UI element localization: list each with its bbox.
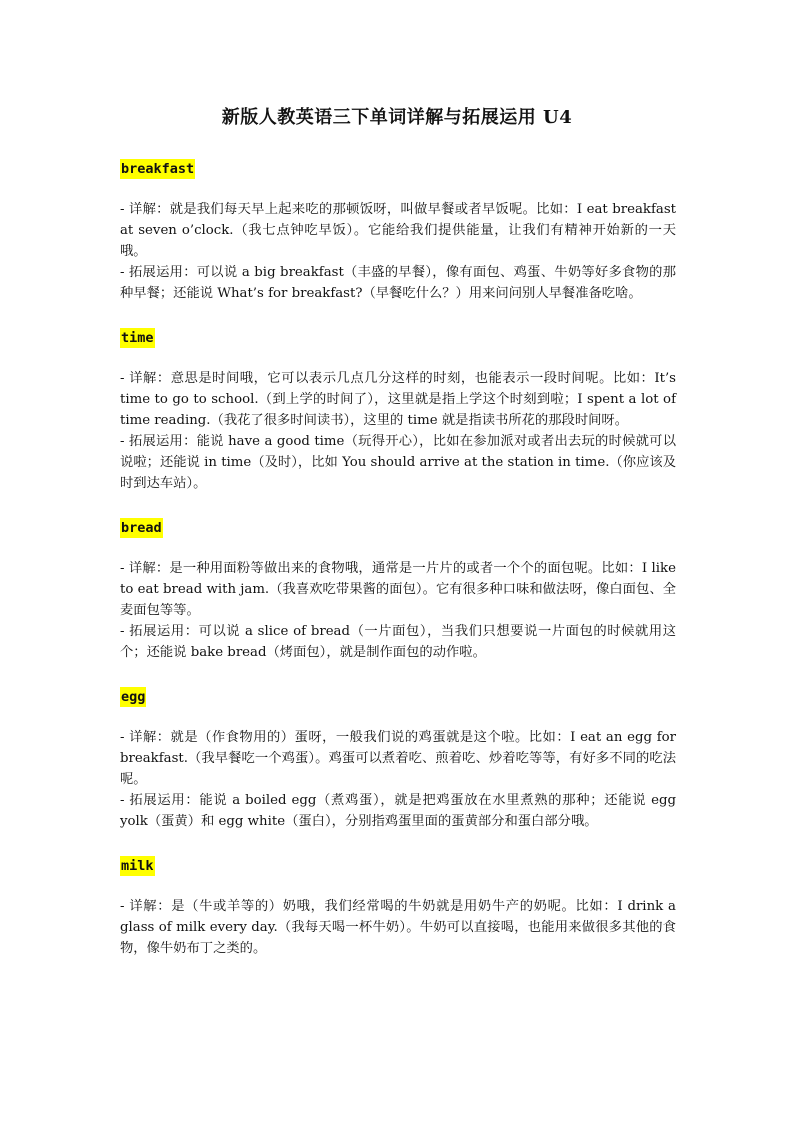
detail-paragraph: - 详解：就是我们每天早上起来吃的那顿饭呀，叫做早餐或者早饭呢。比如：I eat breakfast at seven o’clock.（我七点钟吃早饭）。它能给我们提供能量，让我们有精神开始新的一天哦。 (120, 202, 676, 259)
entry-egg (120, 686, 676, 832)
entry-bread (120, 517, 676, 663)
document-body (120, 158, 676, 982)
vocab-word: breakfast (121, 161, 195, 177)
detail-paragraph: - 详解：就是（作食物用的）蛋呀，一般我们说的鸡蛋就是这个啦。比如：I eat an egg for breakfast.（我早餐吃一个鸡蛋）。鸡蛋可以煮着吃、煎着吃、炒着吃等等，有好多不同的吃法呢。 (120, 730, 676, 787)
extension-paragraph: - 拓展运用：可以说 a slice of bread（一片面包），当我们只想要说一片面包的时候就用这个；还能说 bake bread（烤面包），就是制作面包的动作啦。 (120, 624, 676, 660)
entry-breakfast (120, 158, 676, 304)
vocab-word: milk (121, 858, 154, 874)
detail-paragraph: - 详解：是（牛或羊等的）奶哦，我们经常喝的牛奶就是用奶牛产的奶呢。比如：I drink a glass of milk every day.（我每天喝一杯牛奶）。牛奶可以直接喝，也能用来做很多其他的食物，像牛奶布丁之类的。 (120, 899, 676, 956)
vocab-word: time (121, 330, 154, 346)
extension-paragraph: - 拓展运用：可以说 a big breakfast（丰盛的早餐），像有面包、鸡蛋、牛奶等好多食物的那种早餐；还能说 What’s for breakfast?（早餐吃什么？）用来问问别人早餐准备吃啥。 (120, 265, 676, 301)
entry-milk (120, 855, 676, 959)
vocab-word: bread (121, 520, 162, 536)
extension-paragraph: - 拓展运用：能说 a boiled egg（煮鸡蛋），就是把鸡蛋放在水里煮熟的那种；还能说 egg yolk（蛋黄）和 egg white（蛋白），分别指鸡蛋里面的蛋黄部分和蛋白部分哦。 (120, 793, 676, 829)
detail-paragraph: - 详解：是一种用面粉等做出来的食物哦，通常是一片片的或者一个个的面包呢。比如：I like to eat bread with jam.（我喜欢吃带果酱的面包）。它有很多种口味和做法呀，像白面包、全麦面包等等。 (120, 561, 676, 618)
entry-time (120, 327, 676, 494)
vocab-word: egg (121, 689, 146, 705)
detail-paragraph: - 详解：意思是时间哦，它可以表示几点几分这样的时刻，也能表示一段时间呢。比如：It’s time to go to school.（到上学的时间了），这里就是指上学这个时刻到啦；I spent a lot of time reading.（我花了很多时间读书），这里的 time 就是指读书所花的那段时间呀。 (120, 371, 676, 428)
extension-paragraph: - 拓展运用：能说 have a good time（玩得开心），比如在参加派对或者出去玩的时候就可以说啦；还能说 in time（及时），比如 You should arrive at the station in time.（你应该及时到达车站）。 (120, 434, 676, 491)
document-title: 新版人教英语三下单词详解与拓展运用 U4 (221, 107, 573, 128)
